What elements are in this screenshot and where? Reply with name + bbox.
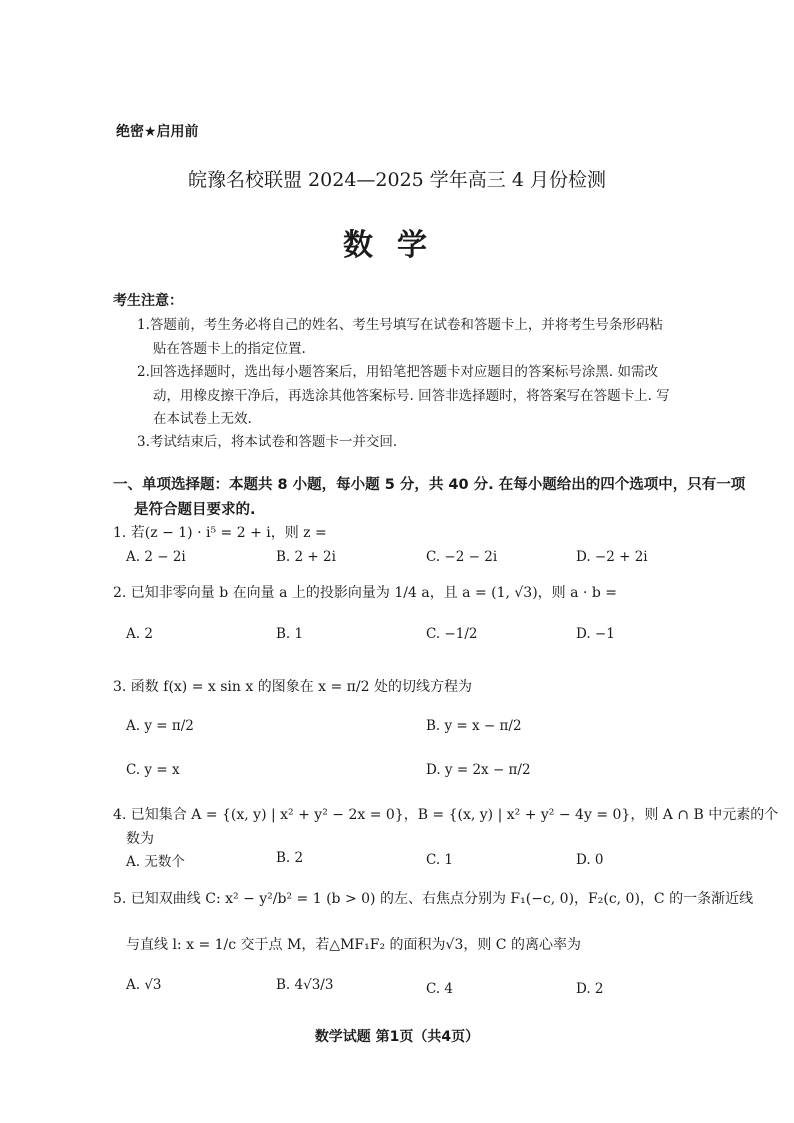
question-4-cont: 数为 <box>126 831 154 847</box>
q5-option-b: B. 4√3/3 <box>276 977 334 993</box>
q3-option-a: A. y = π/2 <box>126 718 194 734</box>
question-3: 3. 函数 f(x) = x sin x 的图象在 x = π/2 处的切线方程为 <box>113 679 472 695</box>
q5-option-c: C. 4 <box>426 981 454 997</box>
exam-title: 皖豫名校联盟 2024—2025 学年高三 4 月份检测 <box>188 169 606 191</box>
notice-item-1-line-2: 贴在答题卡上的指定位置. <box>153 341 306 357</box>
notice-item-1-line-1: 1.答题前，考生务必将自己的姓名、考生号填写在试卷和答题卡上，并将考生号条形码粘 <box>137 317 663 333</box>
q5-option-d: D. 2 <box>576 981 604 997</box>
q2-option-b: B. 1 <box>276 626 304 642</box>
q3-option-b: B. y = x − π/2 <box>426 718 522 734</box>
section-1-heading-cont: 是符合题目要求的. <box>134 502 256 518</box>
q4-option-b: B. 2 <box>276 850 304 866</box>
notice-item-2-line-2: 动，用橡皮擦干净后，再选涂其他答案标号. 回答非选择题时，将答案写在答题卡上. 写 <box>153 388 670 404</box>
q3-option-c: C. y = x <box>126 762 180 778</box>
q4-option-d: D. 0 <box>576 852 604 868</box>
q4-option-c: C. 1 <box>426 852 454 868</box>
question-5: 5. 已知双曲线 C: x² − y²/b² = 1 (b > 0) 的左、右焦点分别为 F₁(−c, 0)，F₂(c, 0)，C 的一条渐近线 <box>113 891 754 907</box>
question-1: 1. 若(z − 1) · i⁵ = 2 + i，则 z = <box>113 525 327 541</box>
section-1-heading: 一、单项选择题：本题共 8 小题，每小题 5 分，共 40 分. 在每小题给出的四个选项中，只有一项 <box>113 477 746 493</box>
notice-item-2-line-1: 2.回答选择题时，选出每小题答案后，用铅笔把答题卡对应题目的答案标号涂黑. 如需改 <box>137 364 658 380</box>
subject-title: 数学 <box>343 228 451 263</box>
notice-heading: 考生注意： <box>113 293 183 309</box>
question-2: 2. 已知非零向量 b 在向量 a 上的投影向量为 1/4 a，且 a = (1, √3)，则 a · b = <box>113 585 617 601</box>
q1-option-d: D. −2 + 2i <box>576 549 648 565</box>
page-footer: 数学试题 第1页（共4页） <box>314 1029 480 1045</box>
q2-option-d: D. −1 <box>576 626 615 642</box>
q4-option-a: A. 无数个 <box>126 854 185 870</box>
question-5-cont: 与直线 l: x = 1/c 交于点 M，若△MF₁F₂ 的面积为√3，则 C 的离心率为 <box>126 937 581 953</box>
q1-option-a: A. 2 − 2i <box>126 549 186 565</box>
q3-option-d: D. y = 2x − π/2 <box>426 762 531 778</box>
q5-option-a: A. √3 <box>126 977 162 993</box>
notice-item-2-line-3: 在本试卷上无效. <box>153 411 252 427</box>
secret-label: 绝密★启用前 <box>116 124 199 140</box>
notice-item-3: 3.考试结束后，将本试卷和答题卡一并交回. <box>137 434 398 450</box>
q1-option-b: B. 2 + 2i <box>276 549 336 565</box>
q2-option-c: C. −1/2 <box>426 626 478 642</box>
q1-option-c: C. −2 − 2i <box>426 549 498 565</box>
question-4: 4. 已知集合 A = {(x, y) | x² + y² − 2x = 0}，B = {(x, y) | x² + y² − 4y = 0}，则 A ∩ B 中元素的个 <box>113 807 779 823</box>
q2-option-a: A. 2 <box>126 626 153 642</box>
